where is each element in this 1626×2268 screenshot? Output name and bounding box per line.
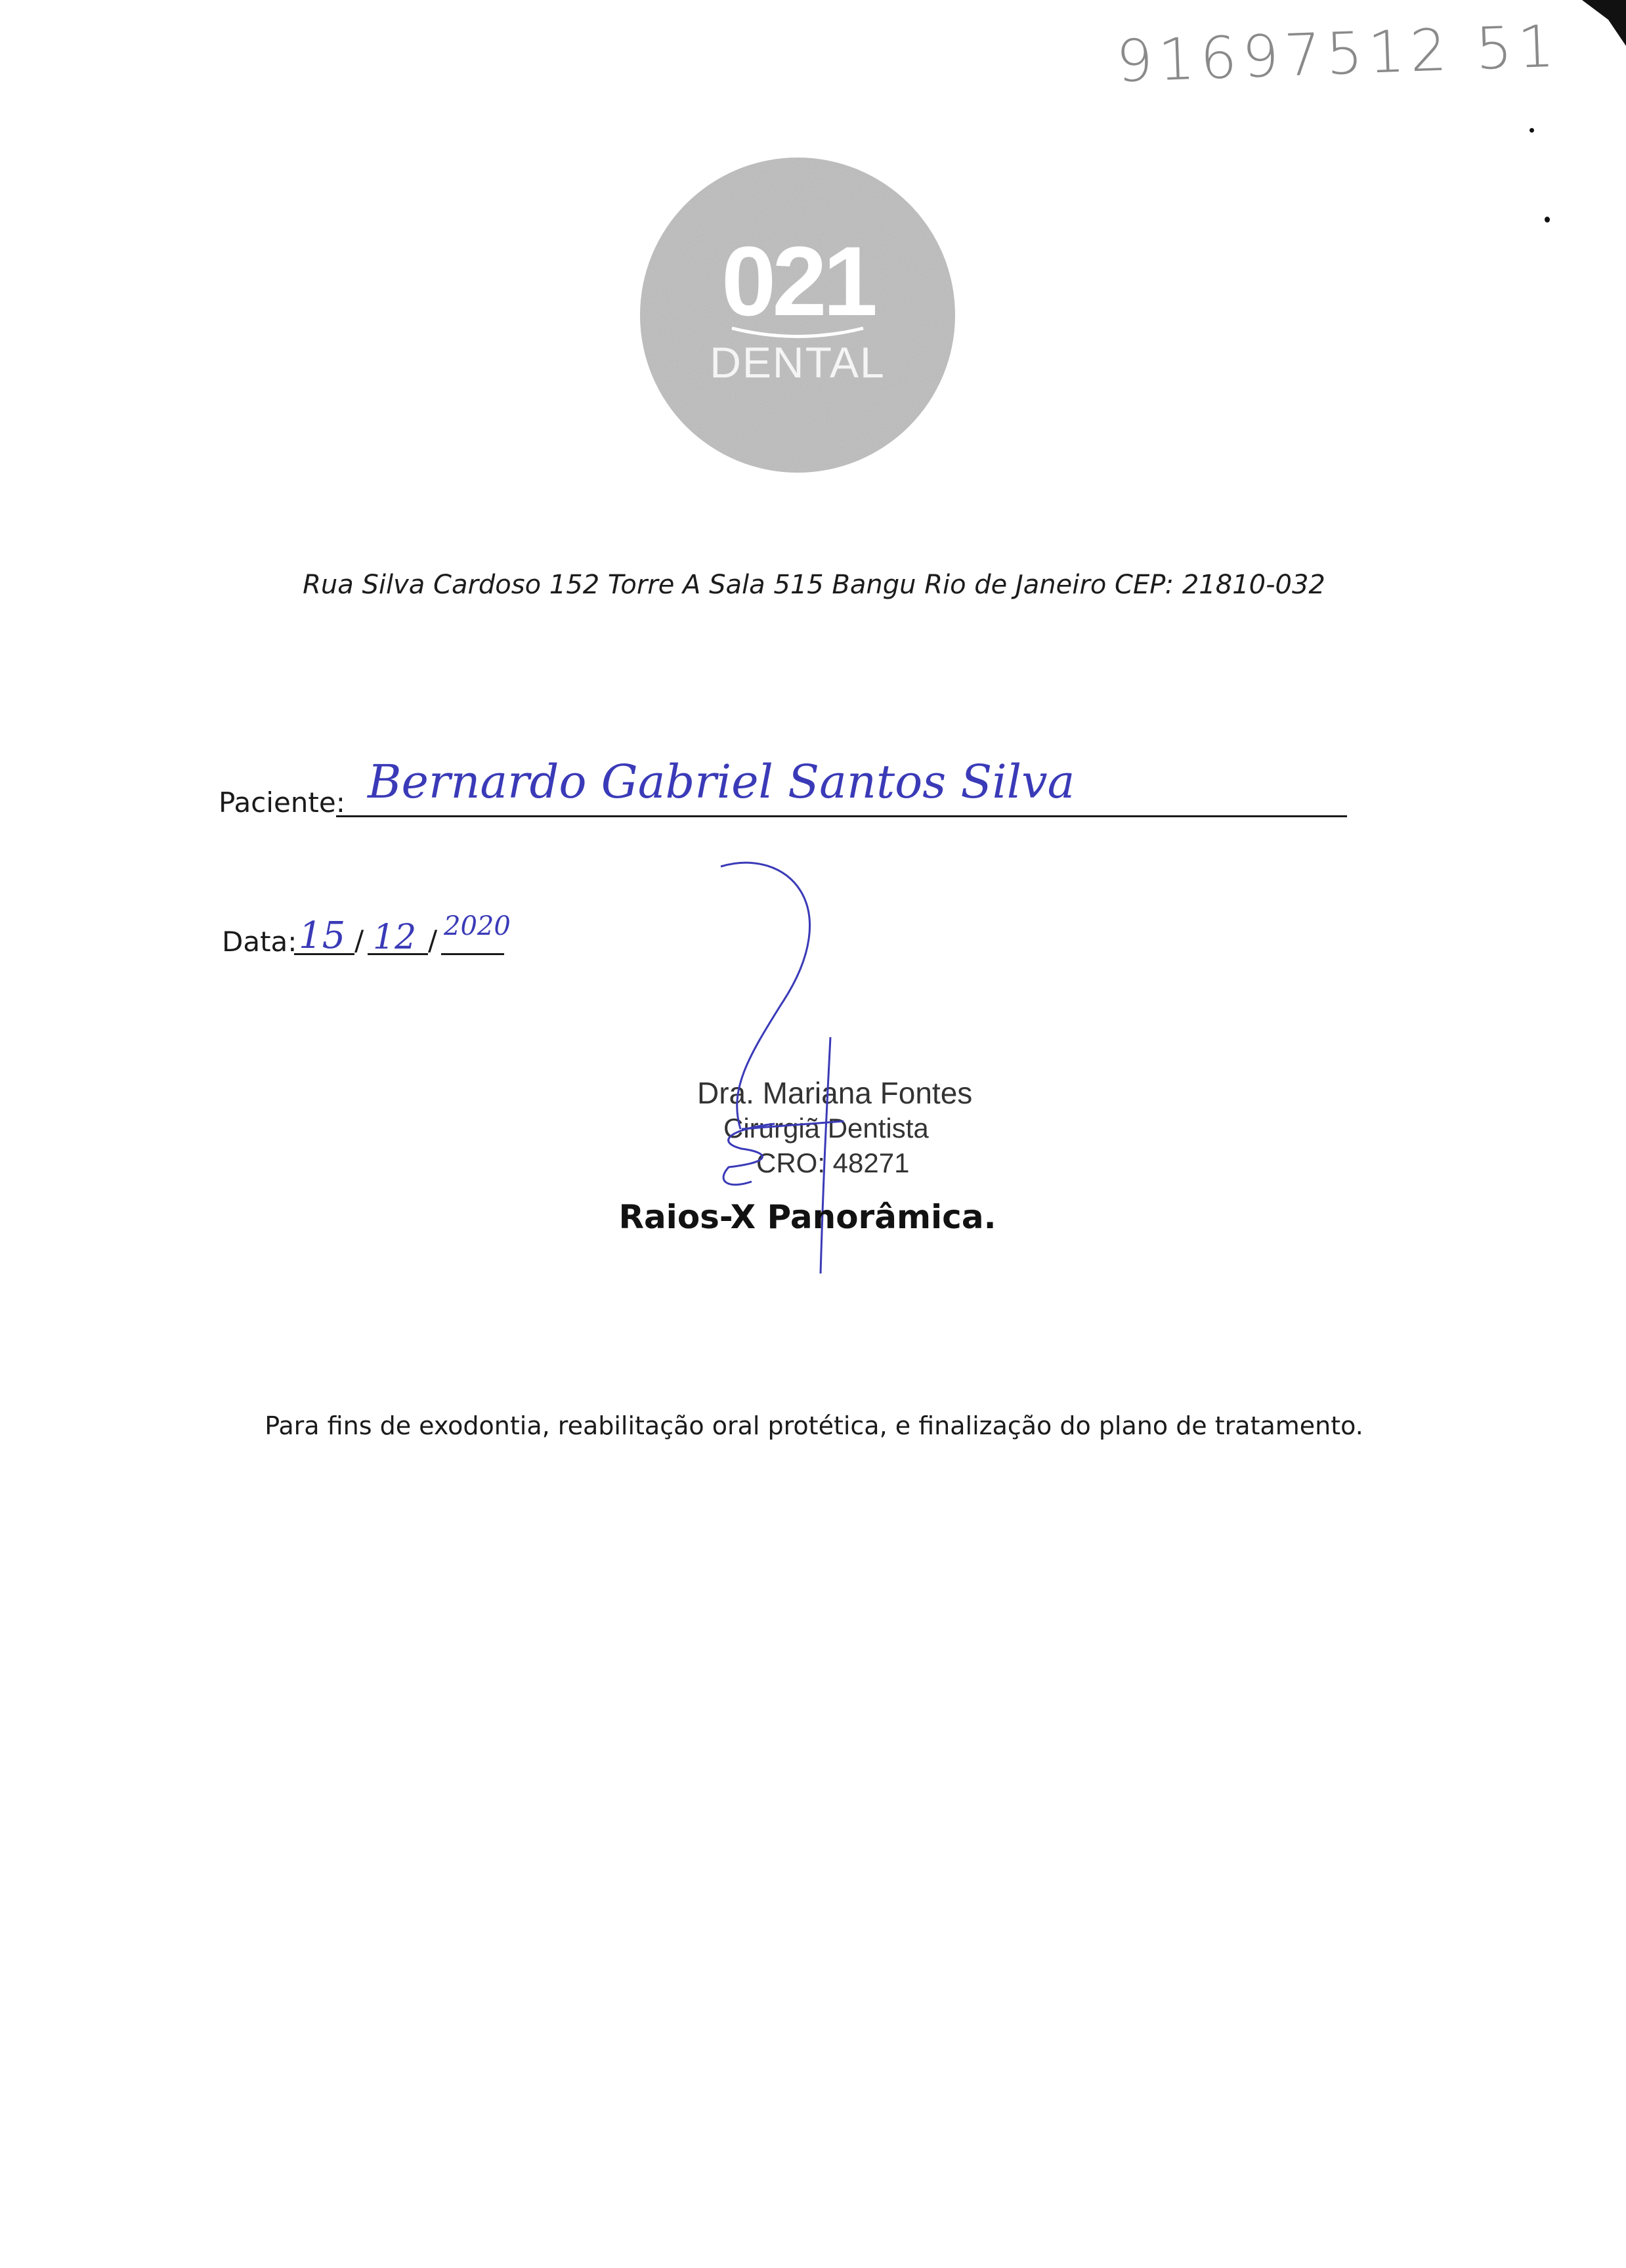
- logo-number: 021: [721, 226, 874, 336]
- date-day-handwritten: 15: [299, 914, 346, 957]
- clinic-logo: [633, 151, 962, 479]
- exam-purpose: Para fins de exodontia, reabilitação oral protética, e finalização do plano de tratamento.: [265, 1411, 1363, 1440]
- patient-name-handwritten: Bernardo Gabriel Santos Silva: [368, 755, 1075, 809]
- date-separator: /: [428, 924, 438, 956]
- date-separator: /: [354, 924, 364, 956]
- stamp-name: Dra. Mariana Fontes: [697, 1076, 973, 1110]
- stamp-registration: CRO: 48271: [756, 1147, 910, 1178]
- scan-dot: [1530, 128, 1534, 133]
- date-year-handwritten: 2020: [444, 911, 511, 941]
- patient-label: Paciente:: [219, 786, 345, 819]
- logo-word: DENTAL: [710, 338, 886, 387]
- patient-line: [336, 815, 1347, 817]
- date-year-line: [441, 953, 504, 955]
- clinic-address: Rua Silva Cardoso 152 Torre A Sala 515 Bangu Rio de Janeiro CEP: 21810-032: [303, 570, 1325, 600]
- exam-title: Raios-X Panorâmica.: [618, 1198, 996, 1236]
- date-label: Data:: [222, 926, 297, 958]
- scan-dot: [1545, 217, 1550, 223]
- stamp-role: Cirurgiã Dentista: [723, 1113, 929, 1144]
- date-month-handwritten: 12: [373, 918, 417, 957]
- handwritten-phone-text: 91697512 51: [1115, 12, 1561, 96]
- handwritten-phone-number: [1115, 12, 1561, 96]
- scan-corner-mark: [1582, 0, 1626, 46]
